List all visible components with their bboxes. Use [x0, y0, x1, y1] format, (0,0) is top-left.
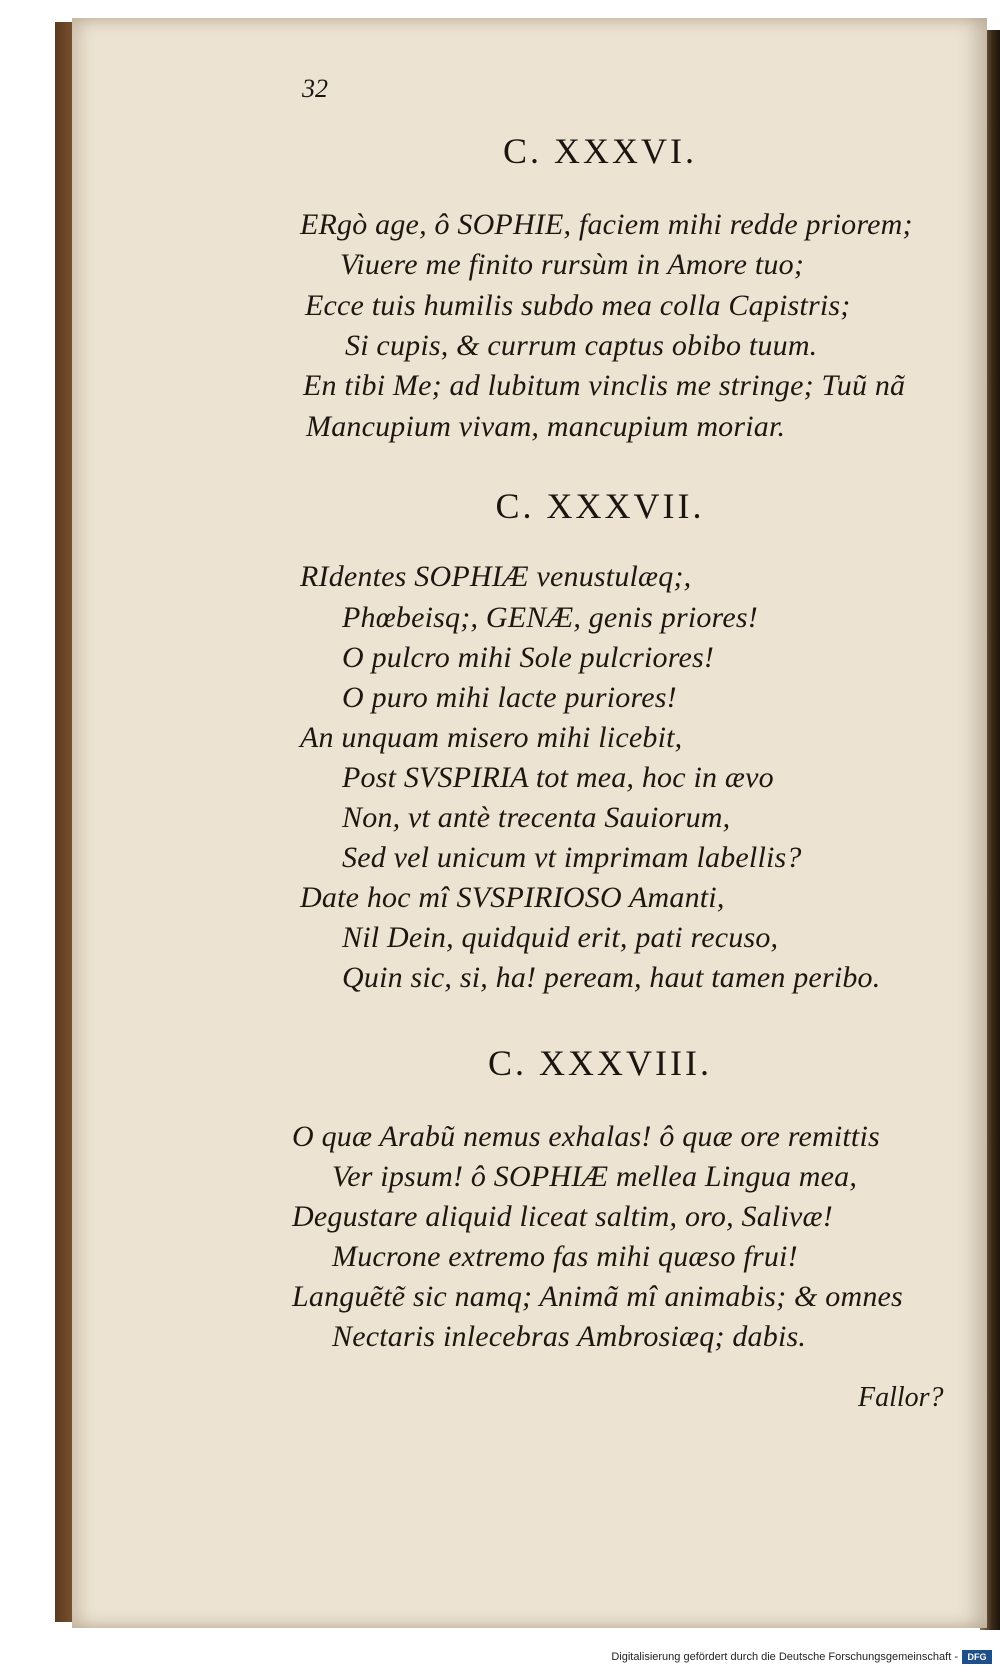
poem-line: O quæ Arabũ nemus exhalas! ô quæ ore remittis: [292, 1120, 880, 1153]
poem-line: Quin sic, si, ha! peream, haut tamen peribo.: [342, 961, 881, 994]
section-heading-37: C. XXXVII.: [495, 486, 705, 526]
poem-line: Nil Dein, quidquid erit, pati recuso,: [342, 921, 779, 954]
poem-line: En tibi Me; ad lubitum vinclis me stringe; Tuũ nã: [303, 369, 906, 402]
catchword: Fallor?: [858, 1382, 944, 1413]
dfg-logo: DFG: [962, 1650, 992, 1664]
poem-line: Degustare aliquid liceat saltim, oro, Salivæ!: [292, 1200, 833, 1233]
poem-line: Ecce tuis humilis subdo mea colla Capistris;: [305, 289, 851, 322]
poem-line: Non, vt antè trecenta Sauiorum,: [342, 801, 731, 834]
poem-line: Phœbeisq;, GENÆ, genis priores!: [342, 601, 758, 634]
poem-line: O puro mihi lacte puriores!: [342, 681, 677, 714]
poem-line: Sed vel unicum vt imprimam labellis?: [342, 841, 802, 874]
poem-line: Mancupium vivam, mancupium moriar.: [306, 410, 786, 443]
poem-line: Languẽtẽ sic namq; Animã mî animabis; & omnes: [292, 1280, 903, 1313]
poem-line: O pulcro mihi Sole pulcriores!: [342, 641, 715, 674]
poem-line: An unquam misero mihi licebit,: [300, 721, 683, 754]
poem-line: Mucrone extremo fas mihi quæso frui!: [332, 1240, 798, 1273]
poem-line: Post SVSPIRIA tot mea, hoc in ævo: [342, 761, 774, 794]
poem-line: Viuere me finito rursùm in Amore tuo;: [340, 248, 805, 281]
poem-line: ERgò age, ô SOPHIE, faciem mihi redde priorem;: [300, 208, 913, 241]
poem-line: Si cupis, & currum captus obibo tuum.: [345, 329, 818, 362]
section-heading-36: C. XXXVI.: [503, 131, 697, 171]
poem-line: Date hoc mî SVSPIRIOSO Amanti,: [300, 881, 725, 914]
section-heading-38: C. XXXVIII.: [488, 1043, 712, 1083]
digitization-credit: Digitalisierung gefördert durch die Deutsche Forschungsgemeinschaft -: [611, 1651, 958, 1663]
page-number: 32: [302, 74, 328, 103]
poem-line: Nectaris inlecebras Ambrosiæq; dabis.: [332, 1320, 807, 1353]
poem-line: RIdentes SOPHIÆ venustulæq;,: [300, 560, 692, 593]
poem-line: Ver ipsum! ô SOPHIÆ mellea Lingua mea,: [332, 1160, 858, 1193]
